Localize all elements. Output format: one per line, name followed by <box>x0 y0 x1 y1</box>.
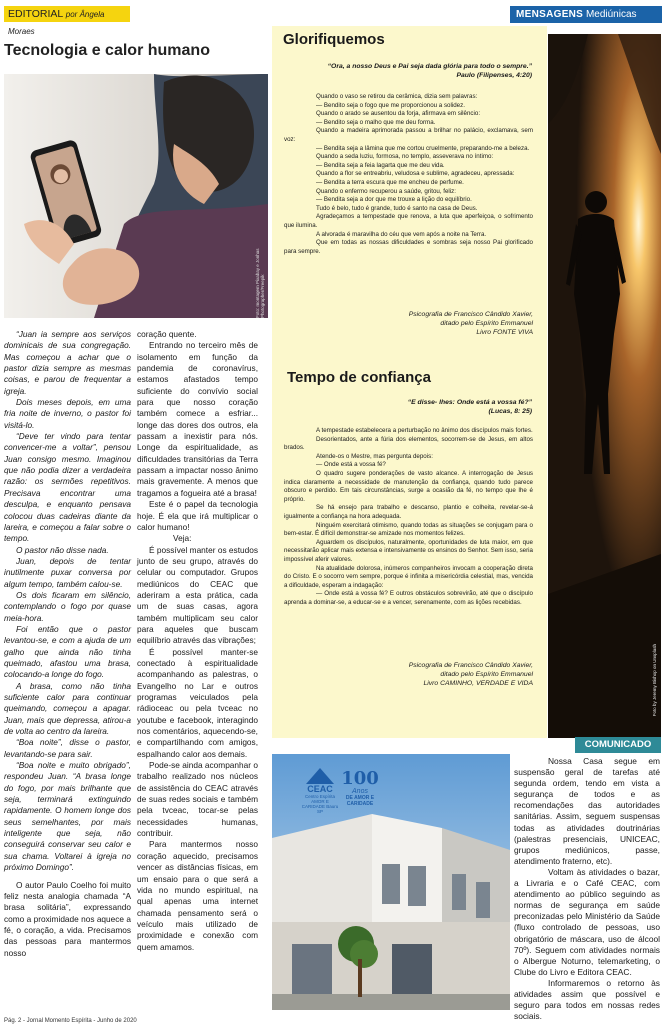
editorial-tag <box>4 6 130 36</box>
tempo-title: Tempo de confiança <box>287 369 431 386</box>
mensagens-tag <box>510 6 662 23</box>
paragraph: A brasa, como não tinha suficiente calor para continuar queimando, começou a apagar. Juan, mais que depressa, atirou-a de volta ao centro da lareira. <box>4 680 131 737</box>
paragraph: — Bendito seja o malho que me deu forma. <box>316 118 436 126</box>
paragraph: — Bendita a terra escura que me encheu de perfume. <box>316 178 464 186</box>
paragraph: — Bendita seja a lâmina que me cortou cruelmente, preparando-me a beleza. <box>316 144 530 152</box>
paragraph: É possível manter os estudos junto de seu grupo, através do celular ou computador. Grupos mediúnicos do CEAC que aderiram a esta prática, cada um de suas casas, agora também multiplicam seu calor para aqueles que buscam equilíbrio através das vibrações; <box>137 544 258 646</box>
credit-line: Livro CAMINHO, VERDADE E VIDA <box>423 680 533 688</box>
paragraph: Informaremos o retorno às atividades assim que possível e seguro para todos em nossas redes sociais. <box>514 977 660 1022</box>
paragraph: — Bendita seja a dor que me trouxe a lição do equilíbrio. <box>316 196 472 204</box>
paragraph: Quando a seda luziu, formosa, no templo, asseverava no íntimo: <box>316 153 494 161</box>
glorifiquemos-title: Glorifiquemos <box>283 31 385 48</box>
paragraph: Atende-os o Mestre, mas pergunta depois: <box>316 452 433 460</box>
paragraph: coração quente. <box>137 329 197 339</box>
comunicado-text <box>514 756 660 1022</box>
editorial-label: EDITORIAL <box>8 8 63 20</box>
paragraph: “Boa noite”, disse o pastor, levantando-se para sair. <box>4 737 131 759</box>
photo-credit: Foto by Jeremy Bishop on Unsplash <box>652 644 657 717</box>
paragraph: É possível manter-se conectado à espiritualidade acompanhando as palestras, o Evangelho no Lar e outros programas veiculados pela rádioceac ou pela tvceac no youtube e facebook, interagindo nos comentários, aquecendo-se, e compartilhando com amigos, espalhando calor aos demais. <box>137 646 258 759</box>
editorial-author: por Ângela Moraes <box>8 10 105 36</box>
ceac-logo <box>300 768 340 814</box>
paragraph: Quando o arado se ausentou da forja, afirmava em silêncio: <box>316 110 481 118</box>
logo-subtext: Centro Espírita AMOR E CARIDADE Bauru SP <box>301 794 339 814</box>
paragraph: — Bendito seja o fogo que me proporcionou a solidez. <box>316 101 465 109</box>
paragraph: Quando o enfermo recuperou a saúde, gritou, feliz: <box>316 187 456 195</box>
paragraph: — Bendita seja a feia lagarta que me deu vida. <box>316 161 445 169</box>
paragraph: Agradeçamos a tempestade que renova, a luta que aperfeiçoa, o sofrimento que ilumina. <box>284 213 533 229</box>
paragraph: — Onde está a vossa fé? E outros obstáculos sobrevirão, até que o discípulo aprenda a dominar-se, a educar-se e a vencer, serenamente, com as lições recebidas. <box>284 590 533 606</box>
triangle-icon <box>306 768 334 784</box>
paragraph: “Deve ter vindo para tentar convencer-me a voltar”, pensou Juan consigo mesmo. Imaginou que não podia dizer a verdadeira razão: os sermões repetitivos. Precisava encontrar uma desculpa, e enquanto pensava colocou duas cadeiras diante da lareira, e começou a falar sobre o tempo. <box>4 431 131 544</box>
paragraph: Voltam às atividades o bazar, a Livraria e o Café CEAC, com atendimento ao público seguindo as normas de segurança em saúde preconizadas pelo Ministério da Saúde (fluxo controlado de pessoas, uso obrigatório de máscara, uso de álcool 70º). Seguem com atividades normais o Albergue Noturno, telemarketing, o Clube do Livro e Editora CEAC. <box>514 866 660 977</box>
editorial-title: Tecnologia e calor humano <box>4 42 210 59</box>
paragraph: Pode-se ainda acompanhar o trabalho realizado nos núcleos de assistência do CEAC através de suas redes sociais e também pela tvceac, tocar-se pelas necessidades humanas, contribuir. <box>137 760 258 839</box>
paragraph: Que em todas as nossas dificuldades e sombras seja nosso Pai glorificado para sempre. <box>284 239 533 255</box>
mensagens-label: MENSAGENS <box>516 9 584 20</box>
paragraph: Veja: <box>173 533 192 544</box>
paragraph: O quadro sugere ponderações de vasto alcance. A interrogação de Jesus indica claramente a necessidade de manutenção da confiança, quando tudo parece obscuro e perdido. Em tais circunstâncias, surge a ocasião da fé, no tempo que lhe é próprio. <box>284 469 533 503</box>
glorifiquemos-credit <box>290 310 533 338</box>
paragraph: A alvorada é maravilha do céu que vem após a noite na Terra. <box>316 230 487 238</box>
mensagens-sublabel: Mediúnicas <box>585 9 637 20</box>
editorial-photo <box>4 74 268 318</box>
tempo-quote <box>290 398 532 416</box>
paragraph: Quando a flor se entreabriu, veludosa e sublime, agradeceu, apressada: <box>316 170 515 178</box>
paragraph: “Boa noite e muito obrigado”, respondeu Juan. “A brasa longe do fogo, por mais brilhante que seja, terminará extinguindo rapidamente. O homem longe dos seus semelhantes, por mais inteligente que seja, não conseguirá conservar seu calor e sua chama. Voltarei à igreja no próximo Domingo”. <box>4 760 131 873</box>
silhouette-illustration <box>548 34 661 738</box>
paragraph: — Onde está a vossa fé? <box>316 461 386 469</box>
paragraph: Se há ensejo para trabalho e descanso, plantio e colheita, revelar-se-á igualmente a confiança na hora adequada. <box>284 504 533 520</box>
paragraph: Foi então que o pastor levantou-se, e com a ajuda de um galho que ainda não tinha queimado, afastou uma brasa, colocando-a longe do fogo. <box>4 623 131 680</box>
sunset-photo <box>548 34 661 738</box>
page-footer: Pág. 2 - Jornal Momento Espírita - Junho de 2020 <box>4 1018 137 1024</box>
quote-text: “E disse- lhes: Onde está a vossa fé?” <box>407 399 532 406</box>
tempo-credit <box>290 661 533 689</box>
paragraph: Entrando no terceiro mês de isolamento em função da pandemia de coronavírus, estamos afastados tempo suficiente do convívio social para que nosso coração também comece a esfriar... longe das dores dos outros, ela passam a inexistir para nós. Longe da espiritualidade, as dificuldades transitórias da Terra passam a impactar nosso ânimo mais gravemente. A menos que tragamos a fogueira até a brasa! <box>137 340 258 498</box>
paragraph: Desorientados, ante a fúria dos elementos, socorrem-se de Jesus, em altos brados. <box>284 435 533 452</box>
paragraph: Os dois ficaram em silêncio, contemplando o fogo por quase meia-hora. <box>4 589 131 623</box>
paragraph: Dois meses depois, em uma fria noite de inverno, o pastor foi visitá-lo. <box>4 397 131 430</box>
paragraph: O autor Paulo Coelho foi muito feliz nesta analogia chamada “A brasa solitária”, expressando como a proximidade nos aquece a fé, o coração, a vida. Precisamos das pessoas para mantermos nosso <box>4 879 131 958</box>
glorifiquemos-quote <box>290 62 532 80</box>
paragraph: A tempestade estabelecera a perturbação no ânimo dos discípulos mais fortes. <box>316 427 533 434</box>
paragraph: Ninguém exercitará otimismo, quando todas as situações se conjugam para o bem-estar. É difícil demonstrar-se amizade nos momentos felizes. <box>284 521 533 538</box>
credit-line: Psicografia de Francisco Cândido Xavier, <box>408 662 533 669</box>
credit-line: Psicografia de Francisco Cândido Xavier, <box>408 311 533 318</box>
paragraph: Tudo é belo, tudo é grande, tudo é santo na casa de Deus. <box>316 204 478 212</box>
tempo-text <box>284 427 533 607</box>
editorial-column-left <box>4 329 131 959</box>
paragraph: O pastor não disse nada. <box>16 544 109 555</box>
logo-100: 100 <box>341 768 379 789</box>
quote-ref: Paulo (Filipenses, 4:20) <box>456 72 532 79</box>
paragraph: Juan, depois de tentar inutilmente puxar conversa por algum tempo, também calou-se. <box>4 555 131 589</box>
editorial-column-right <box>137 329 258 953</box>
phone-hand-illustration <box>4 74 268 318</box>
logo-name: CEAC <box>307 784 333 794</box>
quote-text: “Ora, a nosso Deus e Pai seja dada glória para todo o sempre.” <box>327 63 532 70</box>
paragraph: Para mantermos nosso coração aquecido, precisamos vencer as distâncias físicas, em um ensaio para o que será a vida no mundo espiritual, na qual apenas uma internet chamada pensamento será o veículo mais utilizado de proximidade e conexão com quem amamos. <box>137 839 258 952</box>
comunicado-tag: COMUNICADO <box>575 737 661 753</box>
paragraph: Quando a madeira aprimorada passou a brilhar no palácio, exclamava, sem voz: <box>284 127 533 143</box>
paragraph: Aguardem os discípulos, naturalmente, oportunidades de luta maior, em que necessitarão aplicar mais extensa e intensivamente os ensinos do Senhor. Sem isso, seria impossível aferir valores. <box>284 538 533 563</box>
paragraph: “Juan ia sempre aos serviços dominicais de sua congregação. Mas começou a achar que o pastor dizia sempre as mesmas coisas, e parou de frequentar a igreja. <box>4 329 131 396</box>
quote-ref: (Lucas, 8: 25) <box>488 408 532 415</box>
paragraph: Na atualidade dolorosa, inúmeros companheiros invocam a cooperação direta do Cristo. E o socorro vem sempre, porque é infinita a misericórdia celestial, mas, vencida a dificuldade, esperam a indagação: <box>284 564 533 589</box>
logo-anos: Anos <box>352 788 368 795</box>
credit-line: Livro FONTE VIVA <box>476 329 533 337</box>
photo-credit: Foto: montagem Pixabay e Jonhas Photographer/Freepik <box>255 248 265 318</box>
ceac-building-photo <box>272 754 510 1010</box>
credit-line: ditado pelo Espírito Emmanuel <box>440 671 533 679</box>
paragraph: Quando o vaso se retirou da cerâmica, dizia sem palavras: <box>316 93 478 100</box>
100-anos-logo <box>338 770 382 807</box>
credit-line: ditado pelo Espírito Emmanuel <box>440 320 533 328</box>
paragraph: Nossa Casa segue em suspensão geral de tarefas até segunda ordem, tendo em vista a segurança de todos e as recomendações das autoridades sanitárias. Assim, seguem suspensas todas as atividades doutrinárias (palestras presenciais, UNICEAC, grupos mediúnicos, passe, atendimento fraterno, etc). <box>514 756 660 866</box>
logo-dea: DE AMOR E CARIDADE <box>345 795 375 807</box>
paragraph: Este é o papel da tecnologia hoje. É ela que irá multiplicar o calor humano! <box>137 499 258 532</box>
glorifiquemos-text <box>284 93 533 256</box>
